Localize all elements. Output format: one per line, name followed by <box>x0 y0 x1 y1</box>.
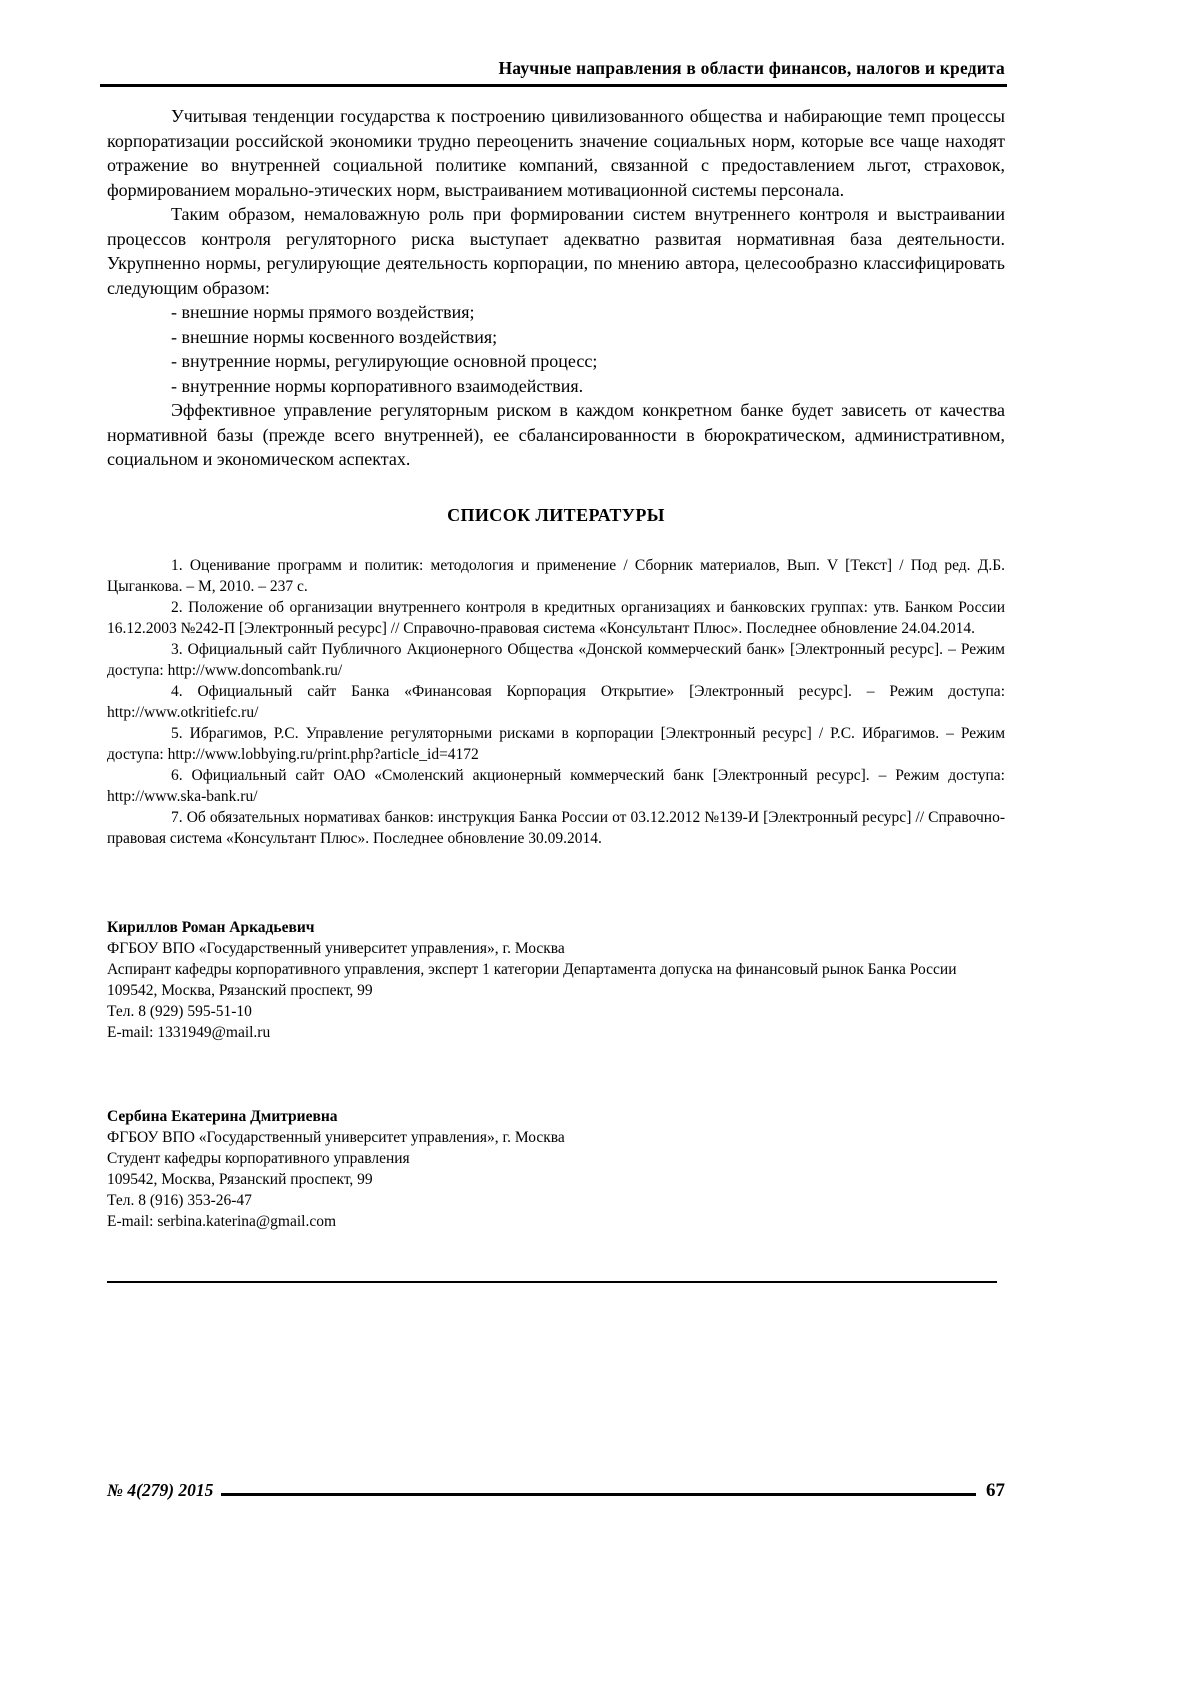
reference-item: 1. Оценивание программ и политик: методология и применение / Сборник материалов, Вып. V [Текст] / Под ред. Д.Б. Цыганкова. – М, 2010. – 237 с. <box>107 556 1005 595</box>
author-position: Студент кафедры корпоративного управления <box>107 1149 410 1167</box>
author-block <box>107 917 1005 1043</box>
paragraph: Таким образом, немаловажную роль при формировании систем внутреннего контроля и выстраивании процессов контроля регуляторного риска выступает адекватно развитая нормативная база деятельности. Укрупненно нормы, регулирующие деятельность корпорации, по мнению автора, целесообразно классифицировать следующим образом: <box>107 204 1005 298</box>
running-header <box>100 58 1007 87</box>
author-email: E-mail: serbina.katerina@gmail.com <box>107 1212 337 1230</box>
reference-item: 5. Ибрагимов, Р.С. Управление регуляторными рисками в корпорации [Электронный ресурс] / Р.С. Ибрагимов. – Режим доступа: http://www.lobbying.ru/print.php?article_id=4172 <box>107 724 1005 763</box>
reference-item: 4. Официальный сайт Банка «Финансовая Корпорация Открытие» [Электронный ресурс]. – Режим доступа: http://www.otkritiefc.ru/ <box>107 682 1005 721</box>
reference-item: 3. Официальный сайт Публичного Акционерного Общества «Донской коммерческий банк» [Электронный ресурс]. – Режим доступа: http://www.doncombank.ru/ <box>107 640 1005 679</box>
author-phone: Тел. 8 (929) 595-51-10 <box>107 1002 252 1020</box>
author-name: Сербина Екатерина Дмитриевна <box>107 1107 338 1125</box>
list-item: - внешние нормы косвенного воздействия; <box>171 326 498 347</box>
list-item: - внешние нормы прямого воздействия; <box>171 302 475 322</box>
list-item: - внутренние нормы, регулирующие основной процесс; <box>171 351 598 371</box>
author-email: E-mail: 1331949@mail.ru <box>107 1023 271 1041</box>
reference-item: 6. Официальный сайт ОАО «Смоленский акционерный коммерческий банк [Электронный ресурс]. – Режим доступа: http://www.ska-bank.ru/ <box>107 766 1005 805</box>
author-phone: Тел. 8 (916) 353-26-47 <box>107 1191 252 1209</box>
references-list <box>107 555 1005 849</box>
paragraph: Учитывая тенденции государства к построению цивилизованного общества и набирающие темп процессы корпоратизации российской экономики трудно переоценить значение социальных норм, которые все чаще находят отражение во внутренней социальной политике компаний, связанной с предоставлением льгот, страховок, формированием морально-этических норм, выстраиванием мотивационной системы персонала. <box>107 106 1005 200</box>
page-number: 67 <box>986 1480 1005 1501</box>
author-affiliation: ФГБОУ ВПО «Государственный университет управления», г. Москва <box>107 939 565 957</box>
author-address: 109542, Москва, Рязанский проспект, 99 <box>107 1170 373 1188</box>
footer-rule <box>221 1482 976 1496</box>
reference-item: 2. Положение об организации внутреннего контроля в кредитных организациях и банковских группах: утв. Банком России 16.12.2003 №242-П [Электронный ресурс] // Справочно-правовая система «Консультант Плюс». Последнее обновление 24.04.2014. <box>107 598 1005 637</box>
references-heading: СПИСОК ЛИТЕРАТУРЫ <box>447 504 665 525</box>
author-name: Кириллов Роман Аркадьевич <box>107 918 315 936</box>
journal-issue: № 4(279) 2015 <box>107 1480 214 1500</box>
paragraph: Эффективное управление регуляторным риском в каждом конкретном банке будет зависеть от качества нормативной базы (прежде всего внутренней), ее сбалансированности в бюрократическом, административном, социальном и экономическом аспектах. <box>107 400 1005 469</box>
page-footer <box>107 1480 1005 1502</box>
bottom-divider <box>107 1281 997 1283</box>
author-affiliation: ФГБОУ ВПО «Государственный университет управления», г. Москва <box>107 1128 565 1146</box>
reference-item: 7. Об обязательных нормативах банков: инструкция Банка России от 03.12.2012 №139-И [Электронный ресурс] // Справочно-правовая система «Консультант Плюс». Последнее обновление 30.09.2014. <box>107 808 1005 847</box>
author-address: 109542, Москва, Рязанский проспект, 99 <box>107 981 373 999</box>
article-content <box>107 104 1005 1283</box>
author-position: Аспирант кафедры корпоративного управления, эксперт 1 категории Департамента допуска на финансовый рынок Банка России <box>107 960 957 978</box>
list-item: - внутренние нормы корпоративного взаимодействия. <box>171 375 584 396</box>
author-block <box>107 1106 1005 1232</box>
running-header-title: Научные направления в области финансов, налогов и кредита <box>498 58 1005 78</box>
